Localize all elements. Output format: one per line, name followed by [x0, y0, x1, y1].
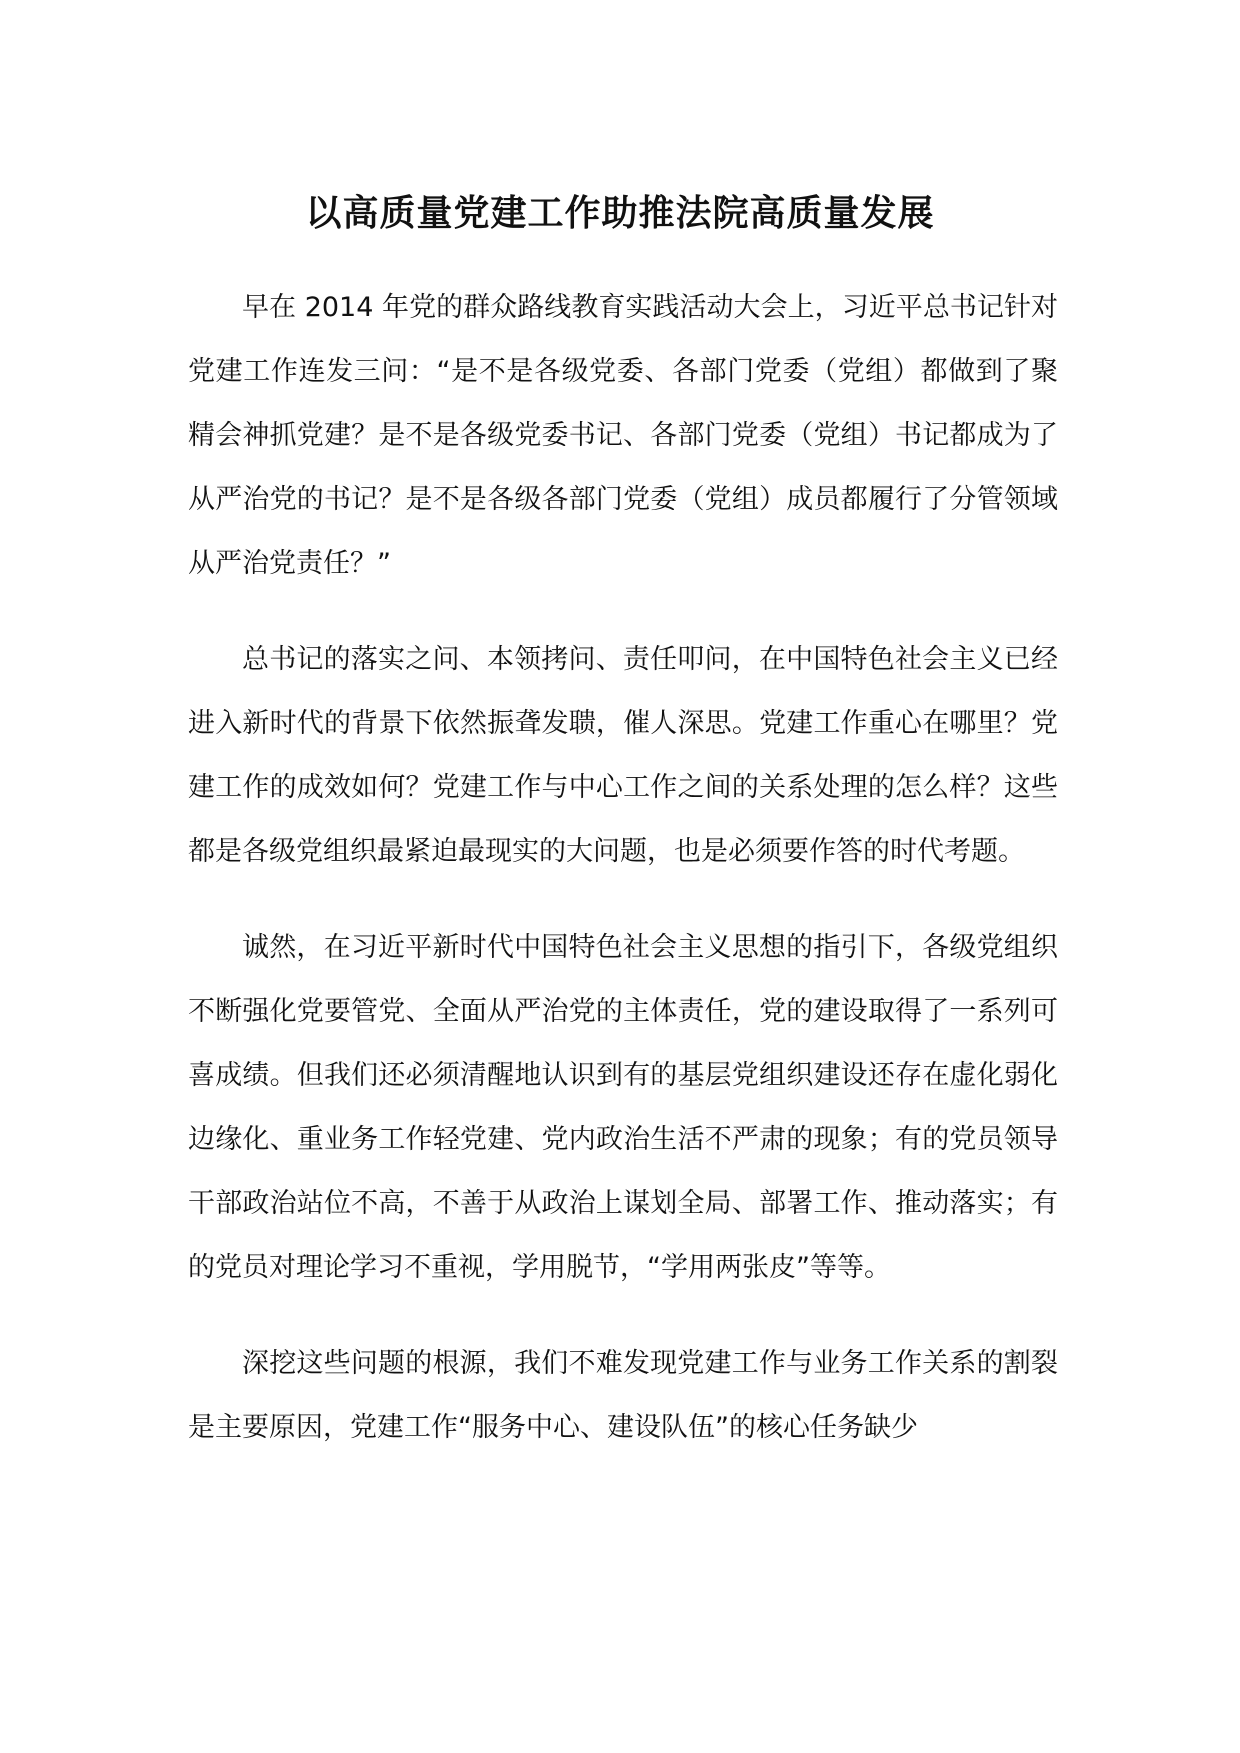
paragraph-2: 总书记的落实之问、本领拷问、责任叩问，在中国特色社会主义已经进入新时代的背景下依然振聋发聩，催人深思。党建工作重心在哪里？党建工作的成效如何？党建工作与中心工作之间的关系处理的怎么样？这些都是各级党组织最紧迫最现实的大问题，也是必须要作答的时代考题。: [188, 644, 1058, 867]
document-body: [188, 276, 1058, 1492]
paragraph-1: 早在 2014 年党的群众路线教育实践活动大会上，习近平总书记针对党建工作连发三问：“是不是各级党委、各部门党委（党组）都做到了聚精会神抓党建？是不是各级党委书记、各部门党委（党组）书记都成为了从严治党的书记？是不是各级各部门党委（党组）成员都履行了分管领域从严治党责任？”: [188, 292, 1058, 579]
document-title: 以高质量党建工作助推法院高质量发展: [305, 193, 935, 234]
paragraph-4: 深挖这些问题的根源，我们不难发现党建工作与业务工作关系的割裂是主要原因，党建工作“服务中心、建设队伍”的核心任务缺少: [188, 1348, 1058, 1443]
paragraph-3: 诚然，在习近平新时代中国特色社会主义思想的指引下，各级党组织不断强化党要管党、全面从严治党的主体责任，党的建设取得了一系列可喜成绩。但我们还必须清醒地认识到有的基层党组织建设还存在虚化弱化边缘化、重业务工作轻党建、党内政治生活不严肃的现象；有的党员领导干部政治站位不高，不善于从政治上谋划全局、部署工作、推动落实；有的党员对理论学习不重视，学用脱节，“学用两张皮”等等。: [188, 932, 1058, 1283]
